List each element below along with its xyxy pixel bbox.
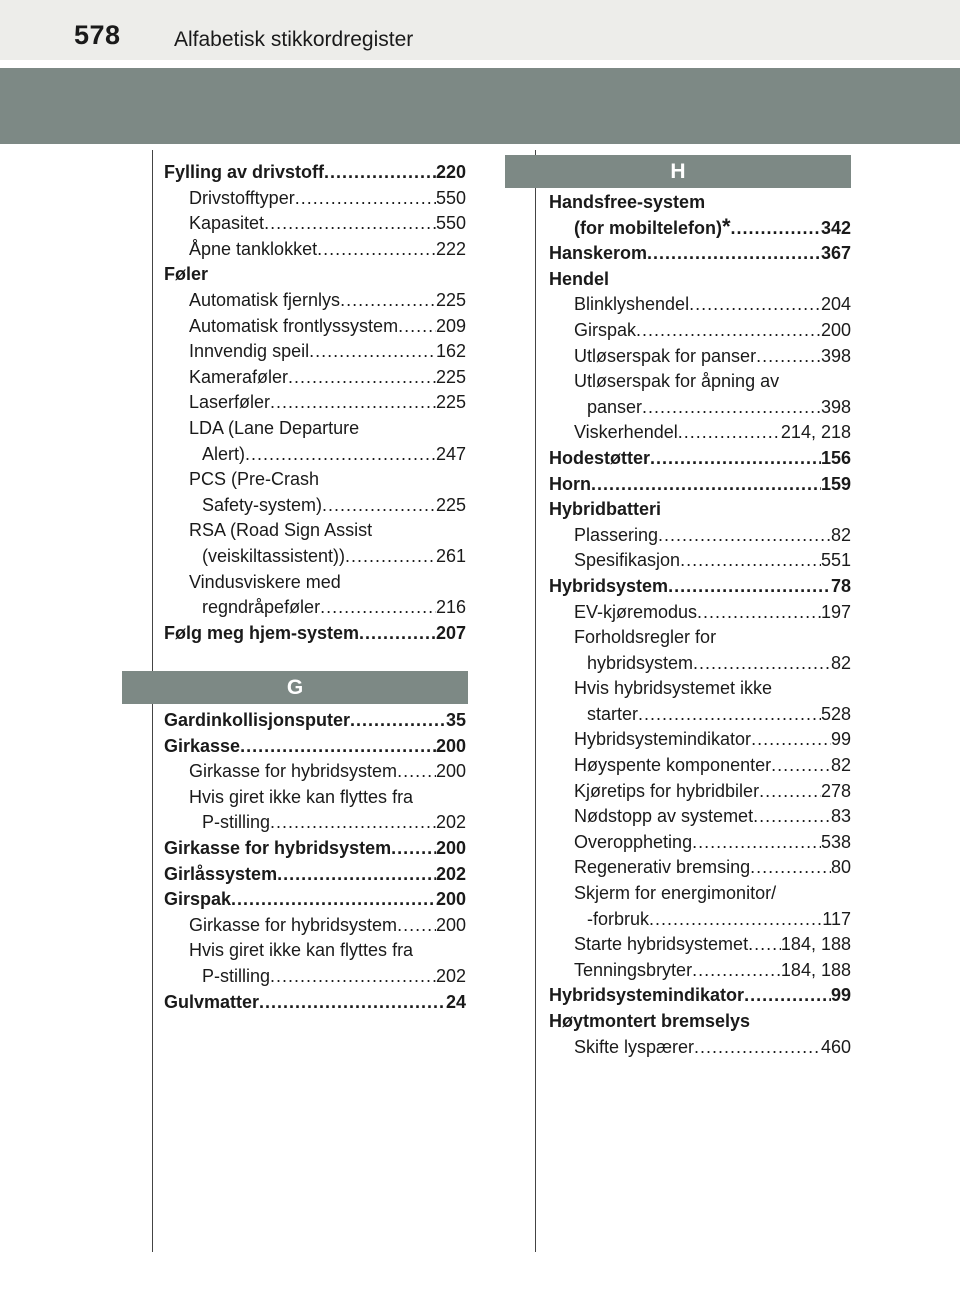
page-reference: 200 [820, 319, 851, 340]
index-entry [549, 292, 851, 318]
entry-label: Girkasse for hybridsystem [189, 761, 398, 782]
entry-label: Regenerativ bremsing [574, 857, 751, 878]
dot-leader [295, 186, 436, 212]
entry-label: Blinklyshendel [574, 294, 690, 315]
index-heading [164, 570, 466, 596]
entry-label: Kameraføler [189, 366, 289, 387]
column-divider-right [535, 150, 536, 1252]
dot-leader [240, 734, 436, 760]
entry-label: Girkasse [164, 735, 241, 756]
index-entry [549, 855, 851, 881]
page-reference: 398 [820, 396, 851, 417]
dot-leader [680, 548, 821, 574]
index-entry [549, 779, 851, 805]
entry-label: Starte hybridsystemet [574, 934, 749, 955]
index-entry [549, 932, 851, 958]
entry-label: Overoppheting [574, 831, 693, 852]
page-title: Alfabetisk stikkordregister [174, 28, 414, 51]
index-entry [549, 804, 851, 830]
index-entry [164, 493, 466, 519]
entry-label: Tenningsbryter [574, 959, 693, 980]
entry-label: hybridsystem [587, 652, 694, 673]
page-reference: 220 [435, 162, 466, 182]
dot-leader [345, 544, 436, 570]
entry-label: Horn [549, 473, 591, 494]
index-entry [549, 344, 851, 370]
entry-label: Innvendig speil [189, 341, 310, 362]
dot-leader [322, 493, 436, 519]
index-entry [549, 702, 851, 728]
index-entry: (for mobiltelefon) * ..... 342 [549, 216, 851, 242]
entry-label: Vindusviskere med [189, 571, 341, 592]
page-reference: 200 [435, 889, 466, 910]
dot-leader [650, 446, 821, 472]
index-entry [164, 595, 466, 621]
index-entry [549, 241, 851, 267]
entry-label: Hybridsystemindikator [574, 729, 752, 750]
page-reference: 78 [830, 575, 851, 596]
index-heading [549, 369, 851, 395]
index-heading [164, 518, 466, 544]
index-entry [549, 753, 851, 779]
page-number: 578 [74, 20, 121, 50]
dot-leader [689, 292, 821, 318]
dot-leader [649, 907, 822, 933]
page-reference: 225 [435, 366, 466, 387]
dot-leader [350, 708, 446, 734]
entry-label: -forbruk [587, 908, 650, 929]
page-reference: 202 [435, 812, 466, 833]
dot-leader [751, 727, 831, 753]
entry-label: Høyspente komponenter [574, 755, 772, 776]
page-reference: 216 [435, 597, 466, 618]
entry-label: Utløserspak for åpning av [574, 371, 780, 392]
dot-leader [756, 344, 821, 370]
index-entry [549, 523, 851, 549]
page-reference: 200 [435, 914, 466, 935]
page-reference: 528 [820, 703, 851, 724]
left-column-f [164, 160, 466, 646]
page-reference: 398 [820, 345, 851, 366]
entry-label: (veiskiltassistent)) [202, 545, 346, 566]
entry-label: Hvis hybridsystemet ikke [574, 678, 773, 699]
entry-label: Høytmontert bremselys [549, 1011, 751, 1031]
entry-label: regndråpeføler [202, 597, 321, 618]
dot-leader [759, 779, 821, 805]
entry-label: Hybridsystemindikator [549, 985, 745, 1006]
page-reference: 247 [435, 443, 466, 464]
page-reference: 159 [820, 473, 851, 494]
page-reference: 99 [830, 729, 851, 750]
page-reference: 83 [830, 806, 851, 827]
page-reference: 342 [820, 217, 851, 238]
entry-label: Handsfree-system [549, 192, 706, 212]
page-reference: 117 [822, 908, 851, 929]
entry-label: Hybridbatteri [549, 499, 662, 520]
index-entry [549, 907, 851, 933]
index-entry [164, 708, 466, 734]
entry-label: Fylling av drivstoff [164, 162, 325, 182]
dot-leader [638, 702, 821, 728]
index-entry [164, 211, 466, 237]
index-entry [164, 964, 466, 990]
page-reference: 204 [820, 294, 851, 315]
page-reference: 80 [830, 857, 851, 878]
index-entry [549, 983, 851, 1009]
dot-leader [744, 983, 831, 1009]
index-entry [549, 472, 851, 498]
index-entry [549, 600, 851, 626]
dot-leader [398, 314, 436, 340]
index-entry [164, 160, 466, 186]
page-reference: 82 [830, 652, 851, 673]
index-entry [549, 420, 851, 446]
page-reference: 35 [445, 710, 466, 730]
index-entry [164, 887, 466, 913]
entry-label: Nødstopp av systemet [574, 806, 754, 827]
entry-label: PCS (Pre-Crash [189, 469, 320, 490]
dot-leader [748, 932, 781, 958]
page-reference: 209 [435, 315, 466, 336]
entry-label: Forholdsregler for [574, 627, 717, 648]
index-entry [164, 862, 466, 888]
page-reference: 184, 188 [780, 959, 851, 980]
dot-leader [324, 160, 436, 186]
index-heading [549, 676, 851, 702]
header-band [0, 68, 960, 144]
index-entry [164, 339, 466, 365]
index-entry [164, 913, 466, 939]
entry-label: Hybridsystem [549, 575, 669, 596]
index-heading [164, 467, 466, 493]
index-entry [164, 836, 466, 862]
entry-label: Åpne tanklokket [189, 238, 318, 259]
page-reference: 99 [830, 985, 851, 1006]
dot-leader [264, 211, 436, 237]
dot-leader [277, 862, 436, 888]
index-entry [549, 830, 851, 856]
index-heading [164, 416, 466, 442]
index-entry [164, 734, 466, 760]
page-reference: 82 [830, 755, 851, 776]
page-reference: 550 [435, 187, 466, 208]
index-entry [549, 446, 851, 472]
index-heading [549, 190, 851, 216]
dot-leader [694, 1035, 821, 1061]
index-entry [549, 1035, 851, 1061]
index-entry [164, 314, 466, 340]
entry-label: Automatisk frontlyssystem [189, 315, 399, 336]
page-reference: 200 [435, 837, 466, 858]
dot-leader [270, 964, 436, 990]
page-reference: 24 [445, 991, 466, 1012]
page-reference: 197 [820, 601, 851, 622]
dot-leader [753, 804, 831, 830]
entry-label: Kjøretips for hybridbiler [574, 780, 760, 801]
page-reference: 551 [820, 550, 851, 571]
index-entry [549, 727, 851, 753]
dot-leader [340, 288, 436, 314]
page-reference: 200 [435, 735, 466, 756]
entry-label: Gulvmatter [164, 991, 260, 1012]
dot-leader [692, 830, 821, 856]
entry-label: RSA (Road Sign Assist [189, 520, 373, 541]
dot-leader [678, 420, 781, 446]
dot-leader [270, 810, 436, 836]
index-entry [549, 548, 851, 574]
page-reference: 367 [820, 243, 851, 264]
index-entry [164, 759, 466, 785]
dot-leader [647, 241, 821, 267]
entry-label: Automatisk fjernlys [189, 289, 341, 310]
letter-heading-g: G [122, 671, 468, 704]
index-entry [549, 958, 851, 984]
index-entry [164, 990, 466, 1016]
index-heading [549, 881, 851, 907]
entry-label: Hodestøtter [549, 447, 651, 468]
dot-leader [750, 855, 831, 881]
page-reference: 162 [435, 341, 466, 362]
dot-leader [668, 574, 831, 600]
entry-label: Girspak [164, 889, 232, 910]
dot-leader [231, 887, 436, 913]
index-heading [549, 267, 851, 293]
entry-label: Girspak [574, 319, 637, 340]
entry-label: Plassering [574, 524, 659, 545]
index-entry [549, 395, 851, 421]
dot-leader [693, 651, 831, 677]
letter-heading-h: H [505, 155, 851, 188]
index-heading [164, 785, 466, 811]
dot-leader [359, 621, 436, 647]
index-heading [549, 625, 851, 651]
entry-label: Hvis giret ikke kan flyttes fra [189, 940, 414, 961]
left-column-g [164, 708, 466, 1015]
index-entry [164, 365, 466, 391]
entry-label: Skjerm for energimonitor/ [574, 883, 777, 904]
page-reference: 278 [820, 780, 851, 801]
right-column-h [549, 190, 851, 1060]
dot-leader [309, 339, 436, 365]
entry-label: panser [587, 396, 643, 417]
dot-leader [636, 318, 821, 344]
page-reference: 82 [830, 524, 851, 545]
index-entry [164, 442, 466, 468]
entry-label: Girkasse for hybridsystem [164, 837, 392, 858]
page-reference: 538 [820, 831, 851, 852]
page-reference: 156 [820, 447, 851, 468]
index-heading [164, 262, 466, 288]
page-reference: 261 [435, 545, 466, 566]
dot-leader [270, 390, 436, 416]
entry-label: (for mobiltelefon) [574, 217, 722, 238]
dot-leader [591, 472, 821, 498]
page-reference: 202 [435, 965, 466, 986]
entry-label: Hanskerom [549, 243, 648, 264]
index-entry [164, 237, 466, 263]
dot-leader [317, 237, 436, 263]
dot-leader [259, 990, 446, 1016]
page-reference: 207 [435, 622, 466, 643]
entry-label: Følg meg hjem-system [164, 622, 360, 643]
entry-label: Girlåssystem [164, 863, 278, 884]
page-reference: 200 [435, 761, 466, 782]
page-reference: 550 [435, 213, 466, 234]
page-reference: 225 [435, 289, 466, 310]
dot-leader [731, 216, 821, 242]
dot-leader [692, 958, 781, 984]
page-reference: 222 [435, 238, 466, 259]
page-reference: 214, 218 [780, 422, 851, 443]
page-reference: 460 [820, 1036, 851, 1057]
index-entry [164, 621, 466, 647]
entry-label: Gardinkollisjonsputer [164, 710, 351, 730]
dot-leader [245, 442, 436, 468]
entry-label: Safety-system) [202, 494, 323, 515]
page-reference: 225 [435, 494, 466, 515]
index-heading [549, 1009, 851, 1035]
dot-leader [397, 759, 436, 785]
page-reference: 184, 188 [780, 934, 851, 955]
entry-label: Alert) [202, 443, 246, 464]
index-entry [549, 574, 851, 600]
entry-label: P-stilling [202, 812, 271, 833]
index-entry [164, 544, 466, 570]
entry-label: starter [587, 703, 639, 724]
entry-label: Laserføler [189, 392, 271, 413]
index-entry [549, 651, 851, 677]
entry-label: Hvis giret ikke kan flyttes fra [189, 786, 414, 807]
index-entry [164, 810, 466, 836]
index-entry [549, 318, 851, 344]
index-heading [164, 938, 466, 964]
index-heading [549, 497, 851, 523]
page-header [0, 0, 960, 60]
entry-label: Utløserspak for panser [574, 345, 757, 366]
dot-leader [288, 365, 436, 391]
entry-label: Skifte lyspærer [574, 1036, 695, 1057]
dot-leader [397, 913, 436, 939]
index-entry [164, 288, 466, 314]
dot-leader [771, 753, 831, 779]
entry-label: P-stilling [202, 965, 271, 986]
dot-leader [697, 600, 821, 626]
dot-leader [320, 595, 436, 621]
entry-label: Føler [164, 264, 209, 285]
page-reference: 225 [435, 392, 466, 413]
entry-label: Drivstofftyper [189, 187, 295, 208]
entry-label: EV-kjøremodus [574, 601, 698, 622]
entry-label: Viskerhendel [574, 422, 678, 443]
index-entry [164, 186, 466, 212]
dot-leader [642, 395, 821, 421]
page-reference: 202 [435, 863, 466, 884]
index-entry [164, 390, 466, 416]
entry-label: LDA (Lane Departure [189, 417, 360, 438]
entry-label: Spesifikasjon [574, 550, 681, 571]
entry-label: Kapasitet [189, 213, 265, 234]
entry-label: Girkasse for hybridsystem [189, 914, 398, 935]
dot-leader [391, 836, 436, 862]
entry-label: Hendel [549, 268, 610, 289]
dot-leader [658, 523, 831, 549]
